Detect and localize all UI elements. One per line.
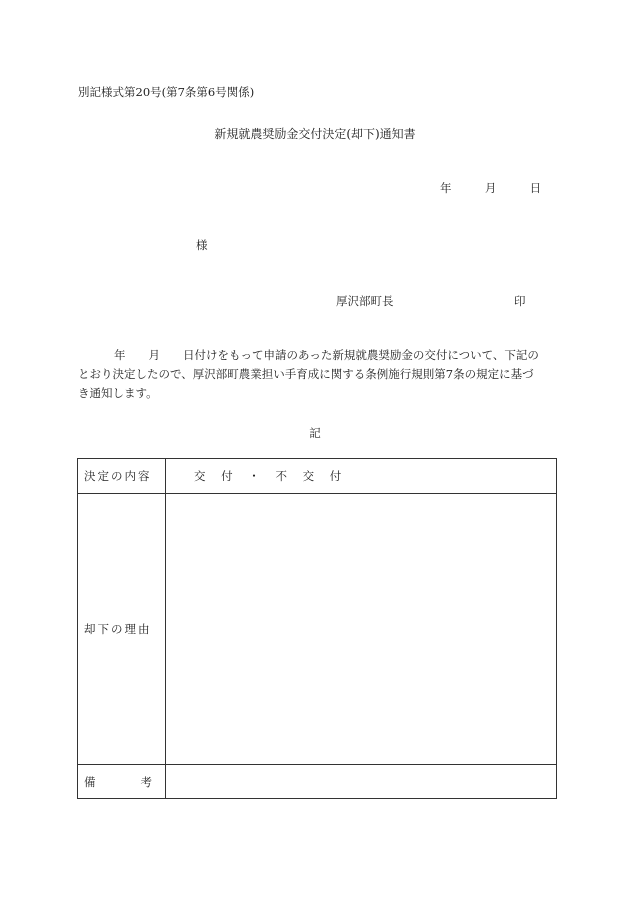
decision-table (77, 458, 557, 799)
body-line-2: とおり決定したので、厚沢部町農業担い手育成に関する条例施行規則第7条の規定に基づ (78, 367, 534, 381)
remarks-field[interactable] (166, 765, 557, 799)
body-paragraph (78, 346, 558, 403)
issuer-name: 厚沢部町長 (336, 294, 394, 308)
remarks-label-left: 備 (84, 774, 96, 789)
decision-content-label: 決定の内容 (78, 459, 166, 494)
remarks-label (78, 765, 166, 799)
date-line (440, 180, 541, 196)
table-row (78, 459, 557, 494)
body-line-3: き通知します。 (78, 386, 158, 400)
rejection-reason-label: 却下の理由 (78, 494, 166, 765)
date-month: 月 (484, 181, 497, 195)
table-row (78, 765, 557, 799)
remarks-label-right: 考 (140, 774, 152, 789)
decision-content-value: 交 付 ・ 不 交 付 (166, 459, 557, 494)
form-number: 別記様式第20号(第7条第6号関係) (78, 85, 255, 99)
body-line-1: 年 月 日付けをもって申請のあった新規就農奨励金の交付について、下記の (114, 348, 539, 362)
date-year: 年 (440, 181, 452, 195)
addressee-honorific: 様 (196, 238, 208, 252)
date-day: 日 (529, 181, 542, 195)
rejection-reason-field[interactable] (166, 494, 557, 765)
table-row (78, 494, 557, 765)
ki-heading: 記 (309, 426, 321, 440)
document-title: 新規就農奨励金交付決定(却下)通知書 (214, 127, 416, 141)
seal-mark: 印 (514, 294, 526, 308)
